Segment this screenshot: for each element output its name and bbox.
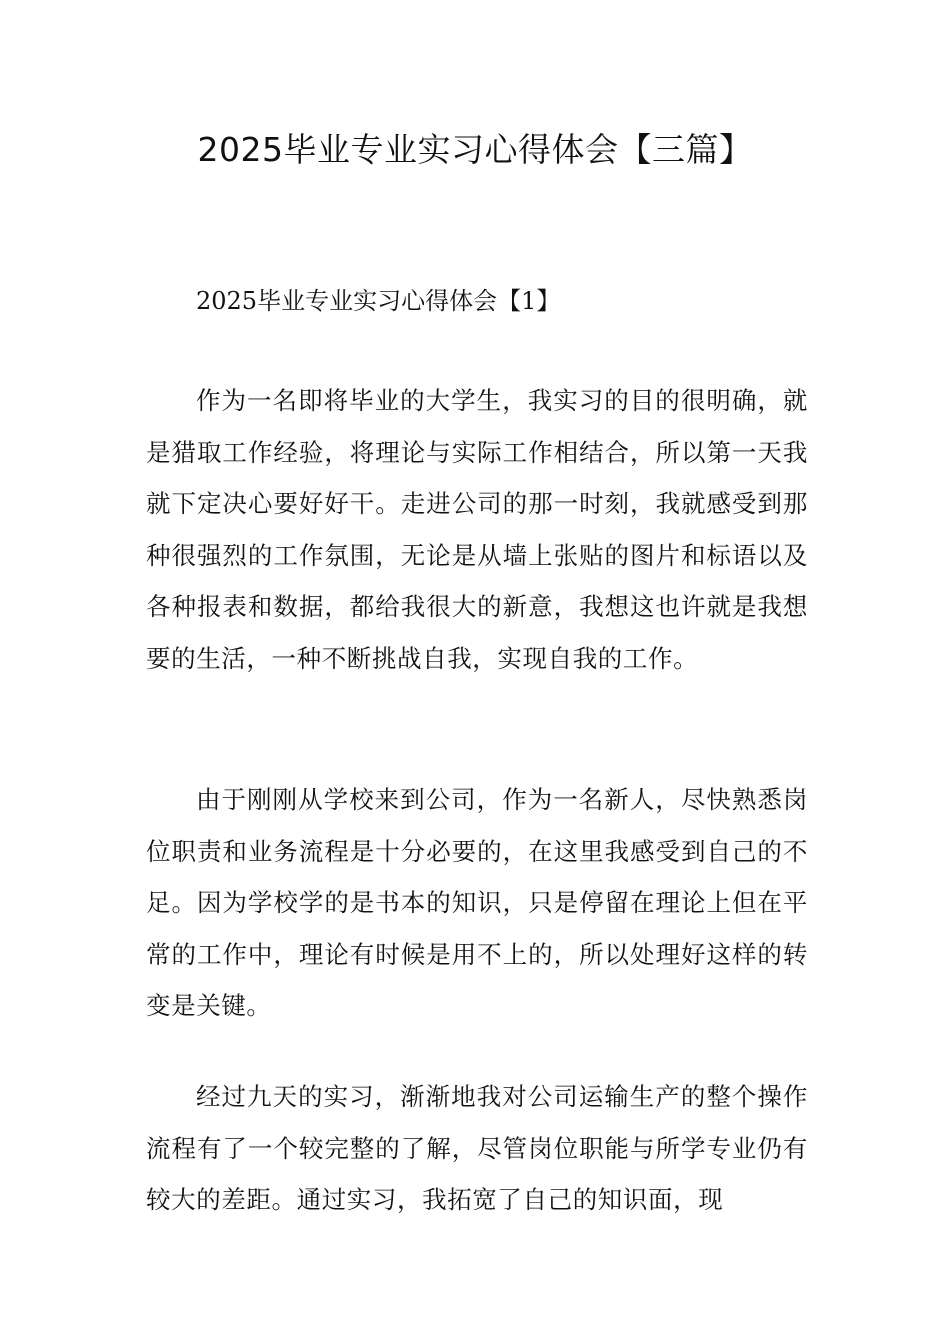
document-title: 2025毕业专业实习心得体会【三篇】 [197,130,753,169]
section-heading: 2025毕业专业实习心得体会【1】 [196,287,561,315]
paragraph-3: 经过九天的实习，渐渐地我对公司运输生产的整个操作流程有了一个较完整的了解，尽管岗位职能与所学专业仍有较大的差距。通过实习，我拓宽了自己的知识面，现 [146,1082,808,1214]
paragraph-2: 由于刚刚从学校来到公司，作为一名新人，尽快熟悉岗位职责和业务流程是十分必要的，在这里我感受到自己的不足。因为学校学的是书本的知识，只是停留在理论上但在平常的工作中，理论有时候是用不上的，所以处理好这样的转变是关键。 [146,785,808,1020]
paragraph-1: 作为一名即将毕业的大学生，我实习的目的很明确，就是猎取工作经验，将理论与实际工作相结合，所以第一天我就下定决心要好好干。走进公司的那一时刻，我就感受到那种很强烈的工作氛围，无论是从墙上张贴的图片和标语以及各种报表和数据，都给我很大的新意，我想这也许就是我想要的生活，一种不断挑战自我，实现自我的工作。 [146,386,808,673]
